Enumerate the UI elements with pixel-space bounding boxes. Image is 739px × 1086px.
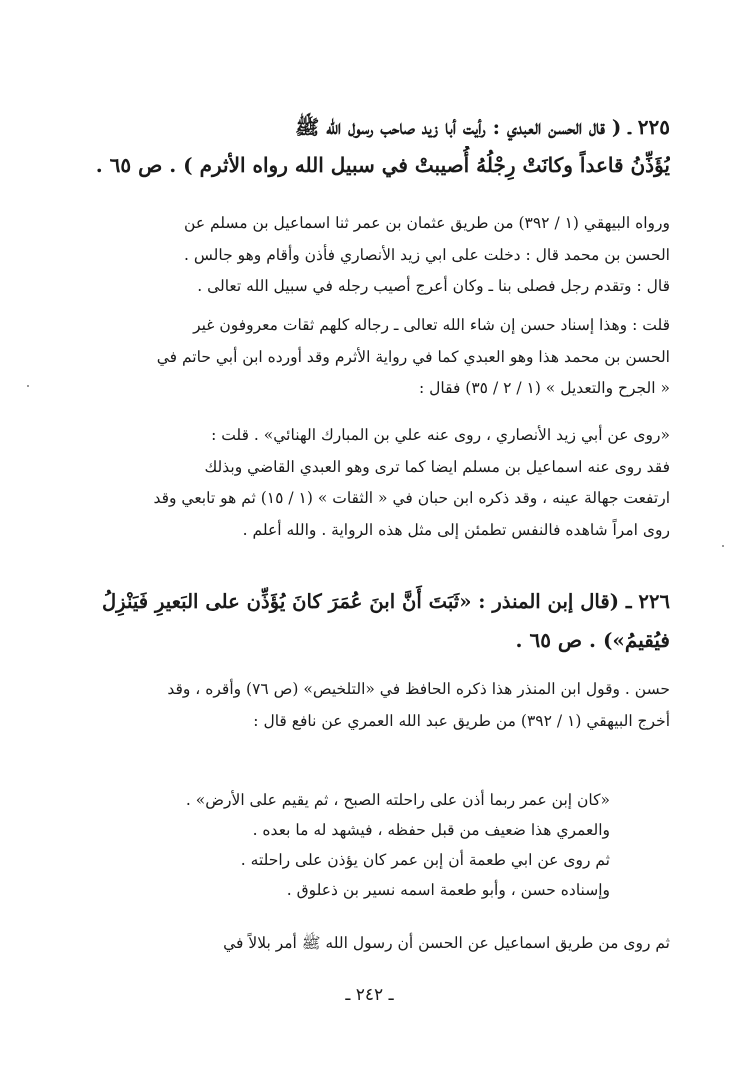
- paragraph-hasan: [95, 674, 670, 737]
- paragraph-quote: [110, 785, 610, 905]
- paragraph-line: حسن . وقول ابن المنذر هذا ذكره الحافظ في «التلخيص» (ص ٧٦) وأقره ، وقد: [167, 680, 670, 698]
- entry-226: [95, 583, 670, 659]
- paragraph-line: « الجرح والتعديل » (١ / ٢ / ٣٥) فقال :: [419, 379, 670, 397]
- paragraph-line: قال : وتقدم رجل فصلى بنا ـ وكان أعرج أصيب رجله في سبيل الله تعالى .: [197, 277, 670, 295]
- paragraph-line: روى امراً شاهده فالنفس تطمئن إلى مثل هذه الرواية . والله أعلم .: [242, 520, 670, 539]
- paragraph-line: أخرج البيهقي (١ / ٣٩٢) من طريق عبد الله العمري عن نافع قال :: [253, 711, 670, 730]
- paragraph-line: ارتفعت جهالة عينه ، وقد ذكره ابن حبان في « الثقات » (١ / ١٥) ثم هو تابعي وقد: [153, 489, 670, 507]
- paragraph-rawa: [95, 420, 670, 546]
- quote-line: «كان إبن عمر ربما أذن على راحلته الصبح ، ثم يقيم على الأرض» .: [185, 791, 610, 809]
- paragraph-line: الحسن بن محمد هذا وهو العبدي كما في رواية الأثرم وقد أورده ابن أبي حاتم في: [156, 347, 670, 366]
- paragraph-line: ورواه البيهقي (١ / ٣٩٢) من طريق عثمان بن عمر ثنا اسماعيل بن مسلم عن: [184, 214, 670, 232]
- paragraph-line: فقد روى عنه اسماعيل بن مسلم ايضا كما ترى وهو العبدي القاضي وبذلك: [204, 457, 670, 476]
- paragraph-bayhaqi: [95, 208, 670, 303]
- paragraph-qultu: [95, 310, 670, 405]
- entry-226-line-1: ٢٢٦ ـ (قال إبن المنذر : «ثَبَتَ أَنَّ ابنَ عُمَرَ كانَ يُؤَذِّن على البَعيرِ فَيَنْزِلُ: [101, 590, 670, 613]
- entry-225: [95, 108, 670, 184]
- paragraph-line: الحسن بن محمد قال : دخلت على ابي زيد الأنصاري فأذن وأقام وهو جالس .: [184, 245, 670, 264]
- entry-226-line-2: فيُقيمُ») . ص ٦٥ .: [515, 628, 670, 652]
- quote-line: ثم روى عن ابي طعمة أن إبن عمر كان يؤذن على راحلته .: [240, 851, 610, 869]
- paragraph-line: ثم روى من طريق اسماعيل عن الحسن أن رسول الله ﷺ أمر بلالاً في: [223, 934, 670, 952]
- quote-line: وإسناده حسن ، وأبو طعمة اسمه نسير بن ذعلوق .: [286, 881, 610, 899]
- paragraph-line: قلت : وهذا إسناد حسن إن شاء الله تعالى ـ رجاله كلهم ثقات معروفون غير: [193, 316, 670, 334]
- scan-speck: [722, 545, 724, 547]
- entry-225-line-1: ٢٢٥ ـ ( قال الحسن العبدي : رأيت أبا زيد صاحب رسول الله ﷺ: [295, 115, 670, 139]
- entry-225-line-2: يُؤَذِّنُ قاعداً وكانَتْ رِجْلُهُ أُصيبتْ في سبيل الله رواه الأثرم ) . ص ٦٥ .: [95, 153, 670, 177]
- paragraph-line: «روى عن أبي زيد الأنصاري ، روى عنه علي بن المبارك الهنائي» . قلت :: [211, 426, 670, 444]
- scan-speck: [27, 385, 29, 387]
- paragraph-last: [95, 928, 670, 960]
- page-number: ـ ٢٤٢ ـ: [345, 985, 394, 1005]
- quote-line: والعمري هذا ضعيف من قبل حفظه ، فيشهد له ما بعده .: [252, 821, 610, 839]
